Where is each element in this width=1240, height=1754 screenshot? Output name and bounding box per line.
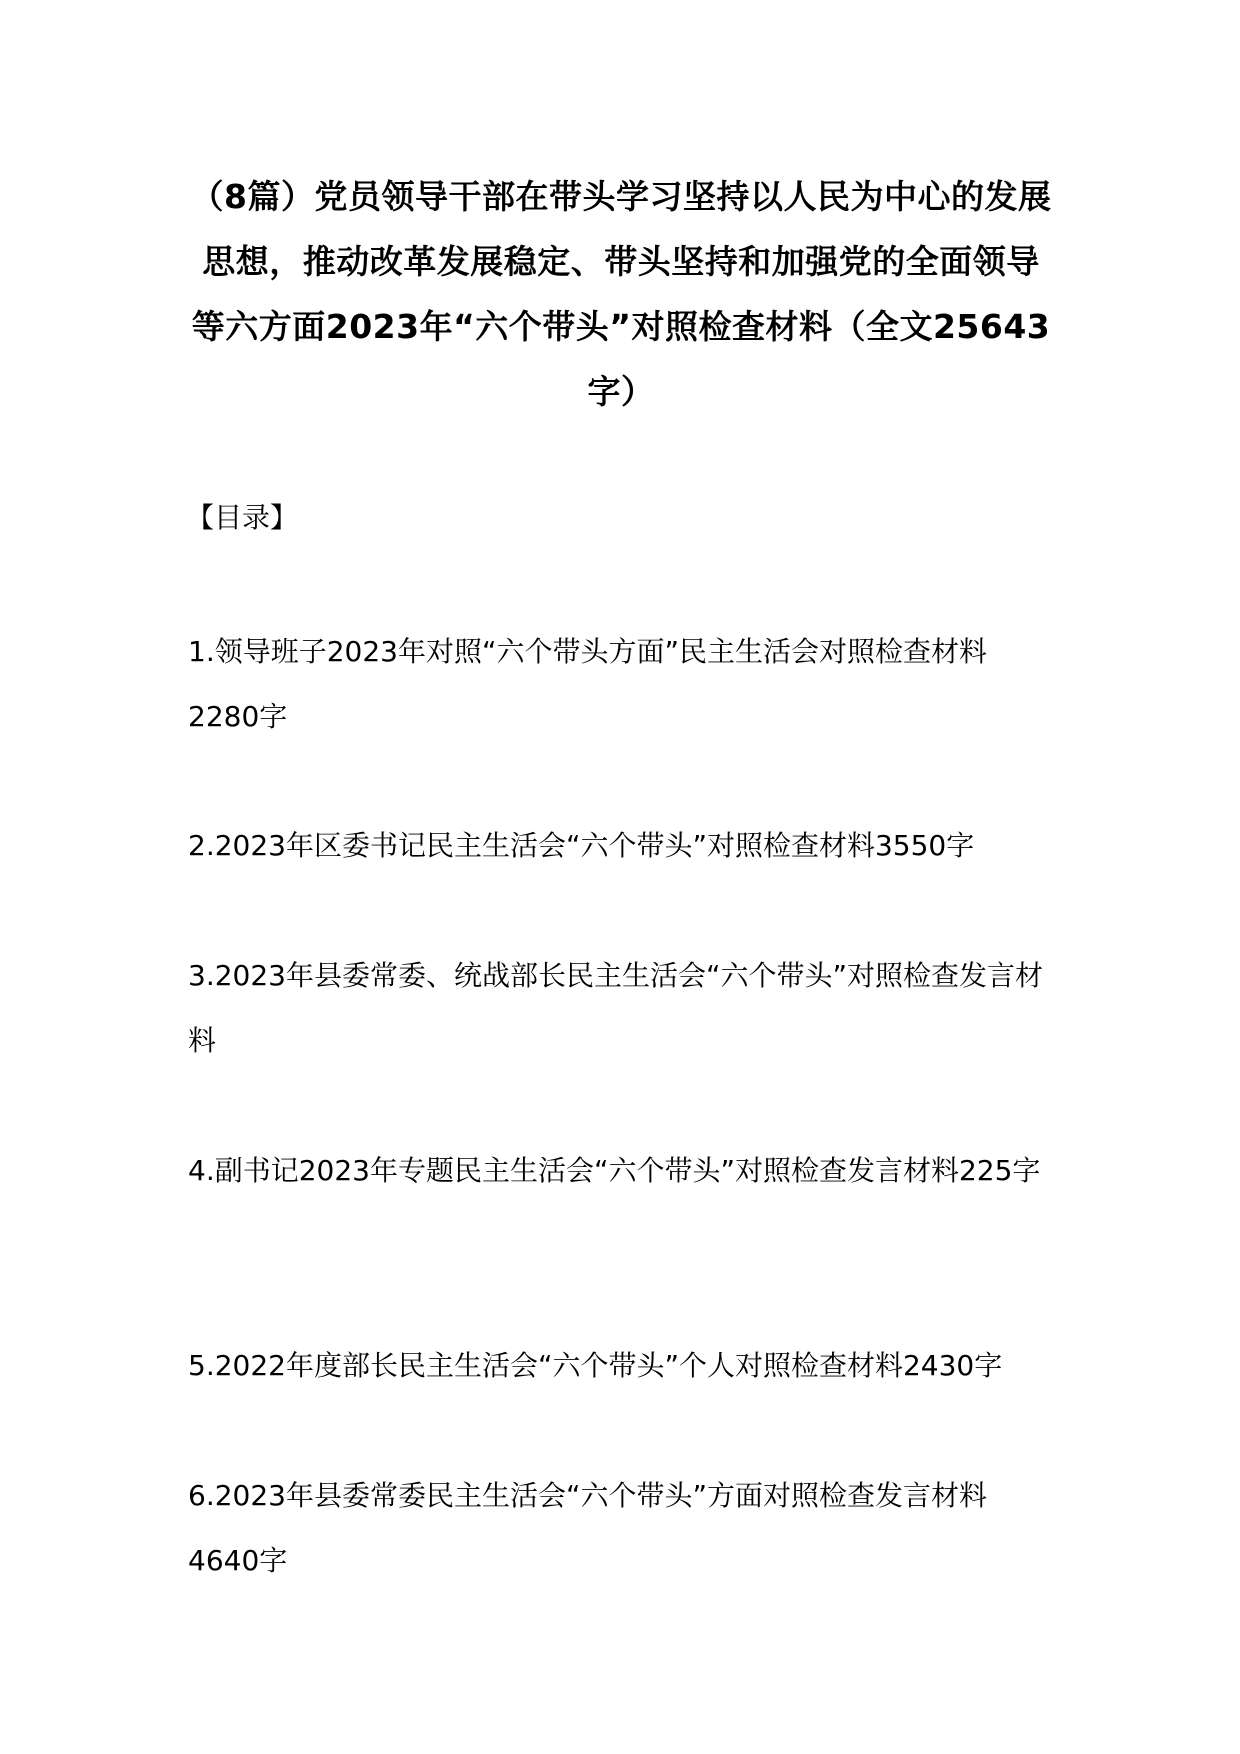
toc-item-1: 1.领导班子2023年对照“六个带头方面”民主生活会对照检查材料2280字 bbox=[188, 635, 987, 733]
document-title: （8篇）党员领导干部在带头学习坚持以人民为中心的发展思想，推动改革发展稳定、带头坚持和加强党的全面领导等六方面2023年“六个带头”对照检查材料（全文25643字） bbox=[190, 177, 1052, 411]
toc-item-2: 2.2023年区委书记民主生活会“六个带头”对照检查材料3550字 bbox=[188, 829, 975, 862]
toc-item-6: 6.2023年县委常委民主生活会“六个带头”方面对照检查发言材料4640字 bbox=[188, 1479, 987, 1577]
toc-item-5: 5.2022年度部长民主生活会“六个带头”个人对照检查材料2430字 bbox=[188, 1349, 1003, 1382]
toc-item-3: 3.2023年县委常委、统战部长民主生活会“六个带头”对照检查发言材料 bbox=[188, 959, 1043, 1057]
toc-heading: 【目录】 bbox=[186, 501, 299, 534]
toc-item-4: 4.副书记2023年专题民主生活会“六个带头”对照检查发言材料225字 bbox=[188, 1154, 1041, 1187]
